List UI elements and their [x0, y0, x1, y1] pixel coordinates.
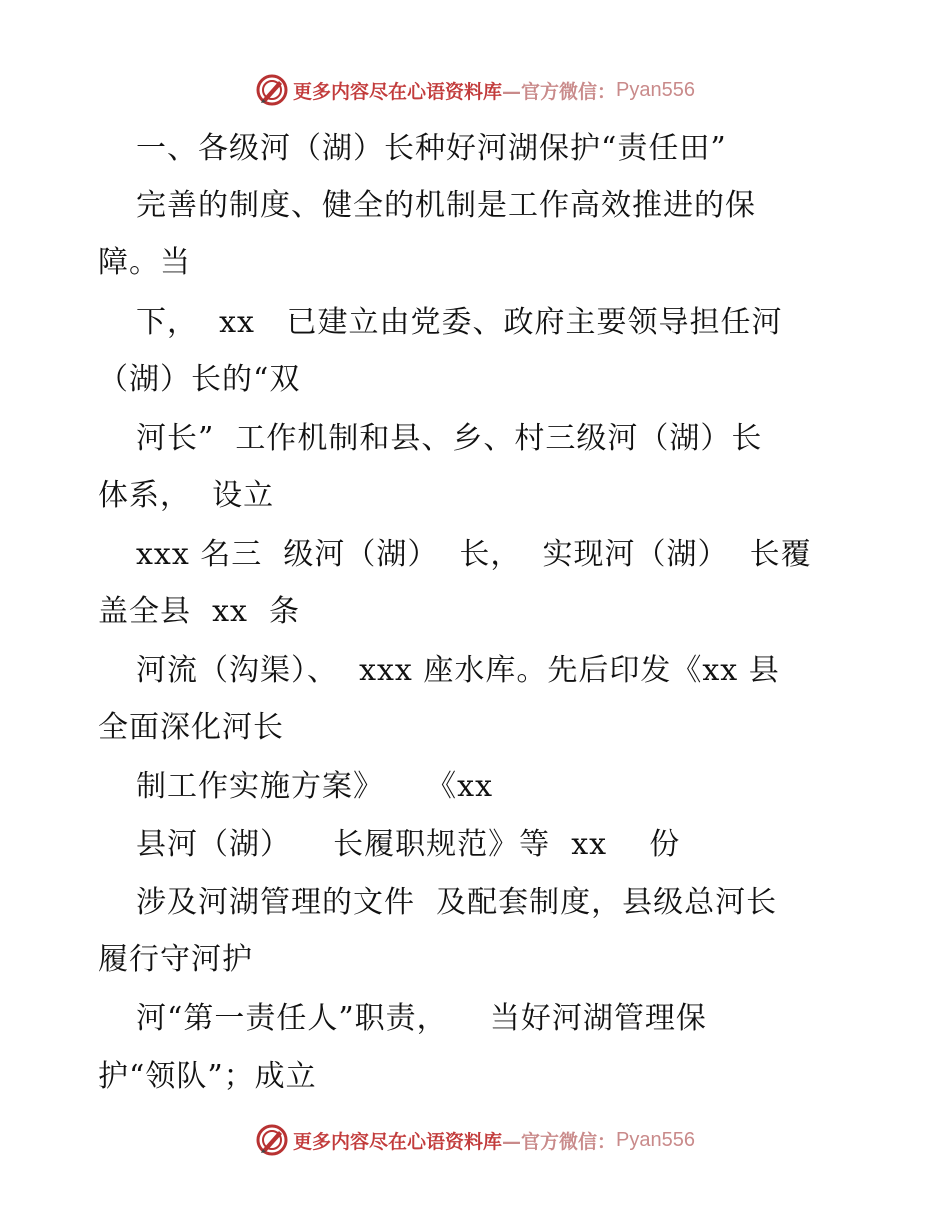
body-line: xxx 名三 级河（湖） 长， 实现河（湖） 长覆	[136, 537, 812, 572]
footer-banner	[0, 1120, 950, 1160]
body-line: 下， xx 已建立由党委、政府主要领导担任河	[136, 305, 783, 340]
header-banner	[0, 70, 950, 110]
body-line: 盖全县 xx 条	[98, 594, 300, 629]
pen-logo-icon	[255, 1123, 289, 1157]
body-line: 一、各级河（湖）长种好河湖保护“责任田”	[136, 131, 727, 166]
footer-wechat-label: —官方微信：	[502, 1130, 617, 1153]
pen-logo-icon	[255, 73, 289, 107]
header-wechat-label: —官方微信：	[502, 80, 617, 103]
header-promo-text: 更多内容尽在心语资料库	[293, 80, 503, 103]
body-line: 涉及河湖管理的文件 及配套制度，县级总河长	[136, 885, 778, 920]
body-line: 河流（沟渠）、 xxx 座水库。先后印发《xx 县	[136, 653, 780, 688]
footer-promo-text: 更多内容尽在心语资料库	[293, 1130, 503, 1153]
body-line: 护“领队”；成立	[98, 1059, 317, 1094]
header-wechat-id: Pyan556	[616, 78, 695, 101]
body-line: 河长” 工作机制和县、乡、村三级河（湖）长	[136, 421, 763, 456]
body-line: （湖）长的“双	[98, 362, 301, 397]
body-line: 河“第一责任人”职责， 当好河湖管理保	[136, 1001, 707, 1036]
footer-wechat-id: Pyan556	[616, 1128, 695, 1151]
body-line: 体系， 设立	[98, 478, 275, 513]
body-line: 全面深化河长	[98, 710, 284, 745]
body-line: 制工作实施方案》 《xx	[136, 769, 493, 804]
body-line: 县河（湖） 长履职规范》等 xx 份	[136, 827, 681, 862]
body-line: 完善的制度、健全的机制是工作高效推进的保	[136, 188, 756, 223]
body-line: 履行守河护	[98, 942, 253, 977]
body-line: 障。当	[98, 245, 191, 280]
